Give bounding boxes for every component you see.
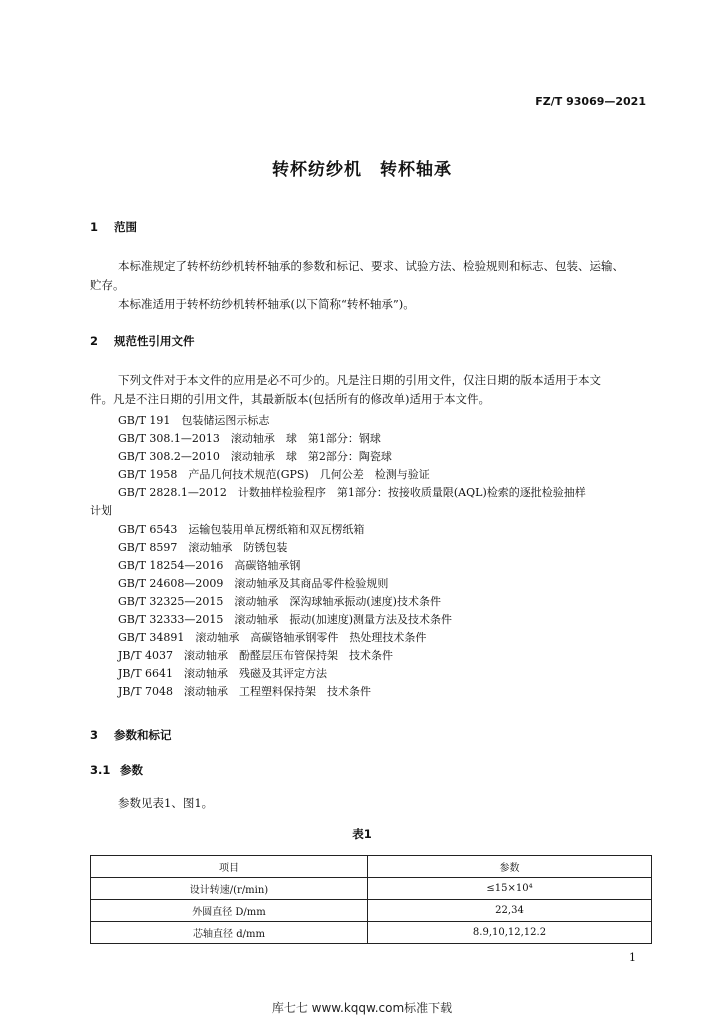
- parameters-table: [90, 855, 652, 944]
- table-cell: 8.9,10,12,12.2: [368, 922, 652, 944]
- section-2-heading: [90, 333, 195, 349]
- reference-item: GB/T 24608—2009 滚动轴承及其商品零件检验规则: [118, 577, 389, 590]
- section-3-heading: [90, 727, 172, 743]
- reference-item: JB/T 7048 滚动轴承 工程塑料保持架 技术条件: [118, 685, 372, 698]
- reference-item: GB/T 308.1—2013 滚动轴承 球 第1部分：钢球: [118, 432, 381, 445]
- scope-paragraph-line-2: 贮存。: [90, 278, 125, 292]
- table-header-cell: 参数: [368, 856, 652, 878]
- section-number: 2: [90, 334, 99, 348]
- references-intro-line-1: 下列文件对于本文件的应用是必不可少的。凡是注日期的引用文件，仅注日期的版本适用于本文: [118, 373, 601, 387]
- reference-item: GB/T 18254—2016 高碳铬轴承钢: [118, 559, 301, 572]
- section-title: 参数和标记: [114, 728, 172, 742]
- section-title: 规范性引用文件: [114, 334, 195, 348]
- scope-paragraph-2: 本标准适用于转杯纺纱机转杯轴承(以下简称“转杯轴承”)。: [118, 297, 415, 311]
- table-row: [91, 922, 652, 944]
- document-title: 转杯纺纱机 转杯轴承: [272, 160, 452, 180]
- reference-item: GB/T 1958 产品几何技术规范(GPS) 几何公差 检测与验证: [118, 468, 430, 481]
- page-number: 1: [629, 951, 636, 964]
- table-cell: 外圆直径 D/mm: [91, 900, 368, 922]
- table-header-row: [91, 856, 652, 878]
- table-cell: 设计转速/(r/min): [91, 878, 368, 900]
- table-cell: 芯轴直径 d/mm: [91, 922, 368, 944]
- reference-item: JB/T 4037 滚动轴承 酚醛层压布管保持架 技术条件: [118, 649, 394, 662]
- table-header-cell: 项目: [91, 856, 368, 878]
- reference-item: GB/T 32325—2015 滚动轴承 深沟球轴承振动(速度)技术条件: [118, 595, 441, 608]
- reference-item: GB/T 2828.1—2012 计数抽样检验程序 第1部分：按接收质量限(AQL)检索的逐批检验抽样: [118, 486, 586, 499]
- scope-paragraph-line-1: 本标准规定了转杯纺纱机转杯轴承的参数和标记、要求、试验方法、检验规则和标志、包装、运输、: [118, 259, 624, 273]
- table-cell: ≤15×10⁴: [368, 878, 652, 900]
- standard-code: FZ/T 93069—2021: [535, 95, 646, 108]
- section-1-heading: [90, 219, 137, 235]
- reference-item: GB/T 34891 滚动轴承 高碳铬轴承钢零件 热处理技术条件: [118, 631, 427, 644]
- reference-item: JB/T 6641 滚动轴承 残磁及其评定方法: [118, 667, 328, 680]
- section-title: 范围: [114, 220, 137, 234]
- section-number: 1: [90, 220, 99, 234]
- reference-item: GB/T 308.2—2010 滚动轴承 球 第2部分：陶瓷球: [118, 450, 392, 463]
- section-number: 3.1: [90, 763, 111, 777]
- table-cell: 22,34: [368, 900, 652, 922]
- section-title: 参数: [120, 763, 143, 777]
- references-intro-line-2: 件。凡是不注日期的引用文件，其最新版本(包括所有的修改单)适用于本文件。: [90, 392, 490, 406]
- reference-item: GB/T 8597 滚动轴承 防锈包装: [118, 541, 288, 554]
- reference-item: GB/T 191 包装储运图示标志: [118, 414, 270, 427]
- parameters-text: 参数见表1、图1。: [118, 796, 214, 810]
- footer-watermark: 库七七 www.kqqw.com标准下载: [271, 1001, 453, 1015]
- section-number: 3: [90, 728, 99, 742]
- table-row: [91, 900, 652, 922]
- reference-item: GB/T 6543 运输包装用单瓦楞纸箱和双瓦楞纸箱: [118, 523, 365, 536]
- reference-item-continuation: 计划: [90, 504, 112, 517]
- section-3-1-heading: [90, 762, 143, 778]
- reference-item: GB/T 32333—2015 滚动轴承 振动(加速度)测量方法及技术条件: [118, 613, 452, 626]
- table-row: [91, 878, 652, 900]
- table-caption: 表1: [352, 827, 372, 841]
